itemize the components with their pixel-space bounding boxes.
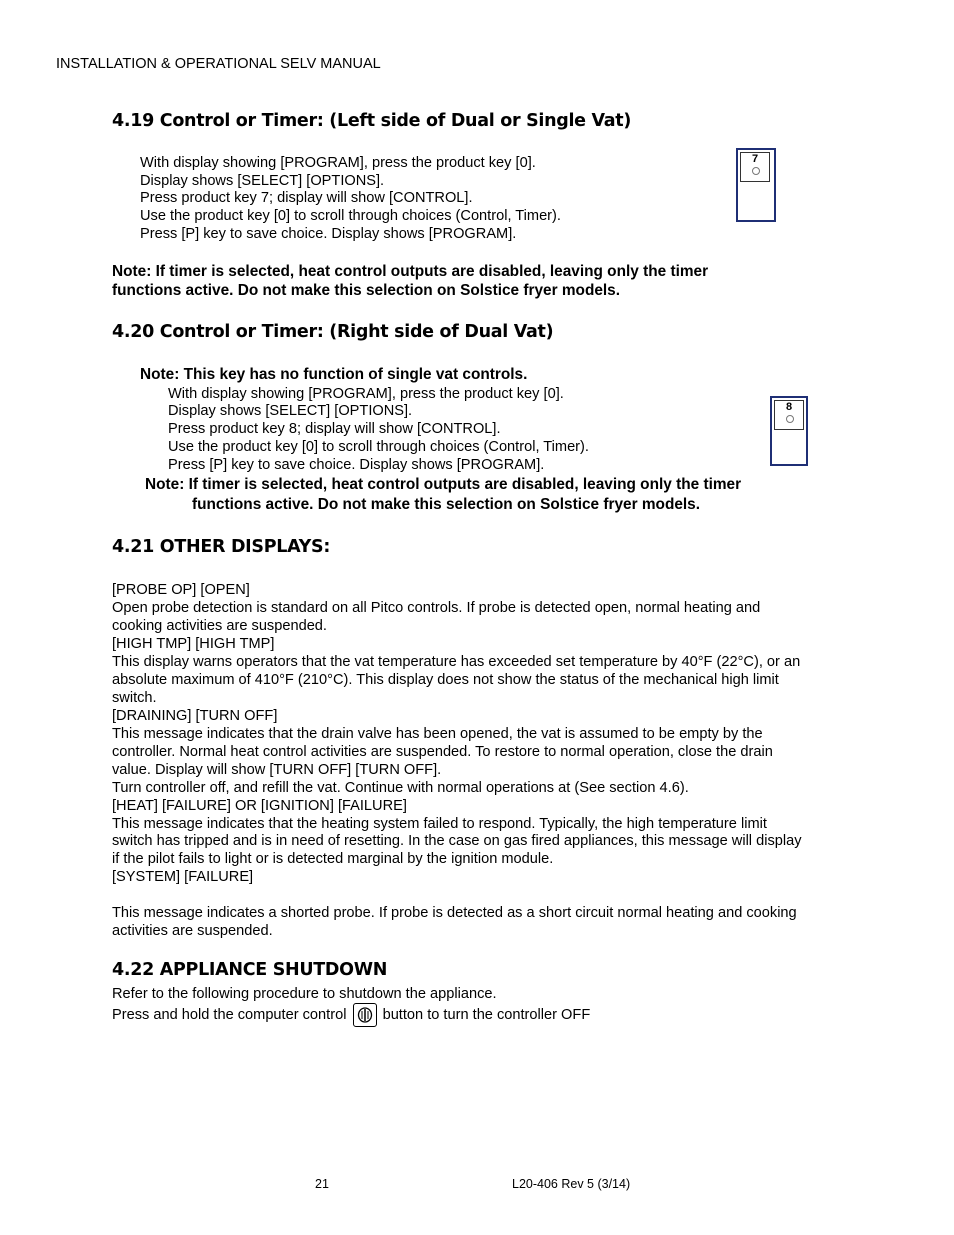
display-label: [HEAT] [FAILURE] OR [IGNITION] [FAILURE]: [112, 798, 407, 814]
section-4-20-note-top: Note: This key has no function of single vat controls.: [140, 366, 528, 383]
shutdown-instruction: [112, 1002, 590, 1028]
section-4-19-note-cont: functions active. Do not make this selection on Solstice fryer models.: [112, 282, 621, 299]
display-description: Turn controller off, and refill the vat. Continue with normal operations at (See section 4.6).: [112, 780, 689, 796]
display-description: controller. Normal heat control activities are suspended. To restore to normal operation, close the drain: [112, 744, 773, 760]
section-4-19-heading: 4.19 Control or Timer: (Left side of Dual or Single Vat): [112, 111, 632, 131]
display-description: switch.: [112, 690, 157, 706]
section-4-20-step: Display shows [SELECT] [OPTIONS].: [168, 403, 413, 419]
display-description: absolute maximum of 410°F (210°C). This display does not show the status of the mechanical high limit: [112, 672, 779, 688]
display-description: Open probe detection is standard on all Pitco controls. If probe is detected open, normal heating and: [112, 600, 761, 616]
product-key-8-diagram: [770, 396, 808, 466]
display-description: This message indicates a shorted probe. If probe is detected as a short circuit normal heating and cooking: [112, 905, 797, 921]
section-4-19-step: Press [P] key to save choice. Display shows [PROGRAM].: [140, 226, 517, 242]
section-4-20-note-cont: functions active. Do not make this selection on Solstice fryer models.: [192, 496, 701, 513]
display-description: value. Display will show [TURN OFF] [TURN OFF].: [112, 762, 442, 778]
display-label: [PROBE OP] [OPEN]: [112, 582, 250, 598]
key-8-label: 8: [785, 401, 793, 413]
display-description: activities are suspended.: [112, 923, 273, 939]
shutdown-text-before: Press and hold the computer control: [112, 1007, 347, 1023]
display-description: This message indicates that the heating system failed to respond. Typically, the high temperature limit: [112, 816, 767, 832]
display-description: switch has tripped and is in need of resetting. In the case on gas fired appliances, this message will display: [112, 833, 802, 849]
section-4-19-step: With display showing [PROGRAM], press the product key [0].: [140, 155, 536, 171]
section-4-19-note: Note: If timer is selected, heat control outputs are disabled, leaving only the timer: [112, 263, 709, 280]
section-4-19-step: Press product key 7; display will show [CONTROL].: [140, 190, 473, 206]
product-key-7-diagram: [736, 148, 776, 222]
key-7-led-icon: [752, 167, 760, 175]
display-description: cooking activities are suspended.: [112, 618, 327, 634]
display-description: if the pilot fails to light or is detected marginal by the ignition module.: [112, 851, 554, 867]
section-4-20-step: Use the product key [0] to scroll through choices (Control, Timer).: [168, 439, 589, 455]
section-4-20-step: Press product key 8; display will show [CONTROL].: [168, 421, 501, 437]
key-7-label: 7: [751, 153, 759, 165]
section-4-19-step: Display shows [SELECT] [OPTIONS].: [140, 173, 385, 189]
section-4-20-note: Note: If timer is selected, heat control outputs are disabled, leaving only the timer: [145, 476, 742, 493]
power-icon: [353, 1003, 377, 1027]
key-7-face: [740, 152, 770, 182]
display-label: [HIGH TMP] [HIGH TMP]: [112, 636, 275, 652]
display-description: This display warns operators that the vat temperature has exceeded set temperature by 40°F (22°C), or an: [112, 654, 801, 670]
page-number: 21: [315, 1177, 329, 1191]
key-8-led-icon: [786, 415, 794, 423]
section-4-19-step: Use the product key [0] to scroll through choices (Control, Timer).: [140, 208, 561, 224]
display-description: This message indicates that the drain valve has been opened, the vat is assumed to be empty by the: [112, 726, 763, 742]
shutdown-intro: Refer to the following procedure to shutdown the appliance.: [112, 986, 497, 1002]
document-reference: L20-406 Rev 5 (3/14): [512, 1177, 631, 1191]
section-4-20-heading: 4.20 Control or Timer: (Right side of Dual Vat): [112, 322, 554, 342]
key-8-face: [774, 400, 804, 430]
display-label: [SYSTEM] [FAILURE]: [112, 869, 254, 885]
section-4-22-heading: 4.22 APPLIANCE SHUTDOWN: [112, 960, 388, 980]
section-4-20-step: With display showing [PROGRAM], press the product key [0].: [168, 386, 564, 402]
shutdown-text-after: button to turn the controller OFF: [382, 1007, 591, 1023]
section-4-20-step: Press [P] key to save choice. Display shows [PROGRAM].: [168, 457, 545, 473]
display-label: [DRAINING] [TURN OFF]: [112, 708, 278, 724]
section-4-21-heading: 4.21 OTHER DISPLAYS:: [112, 537, 331, 557]
page-header: INSTALLATION & OPERATIONAL SELV MANUAL: [56, 56, 381, 72]
